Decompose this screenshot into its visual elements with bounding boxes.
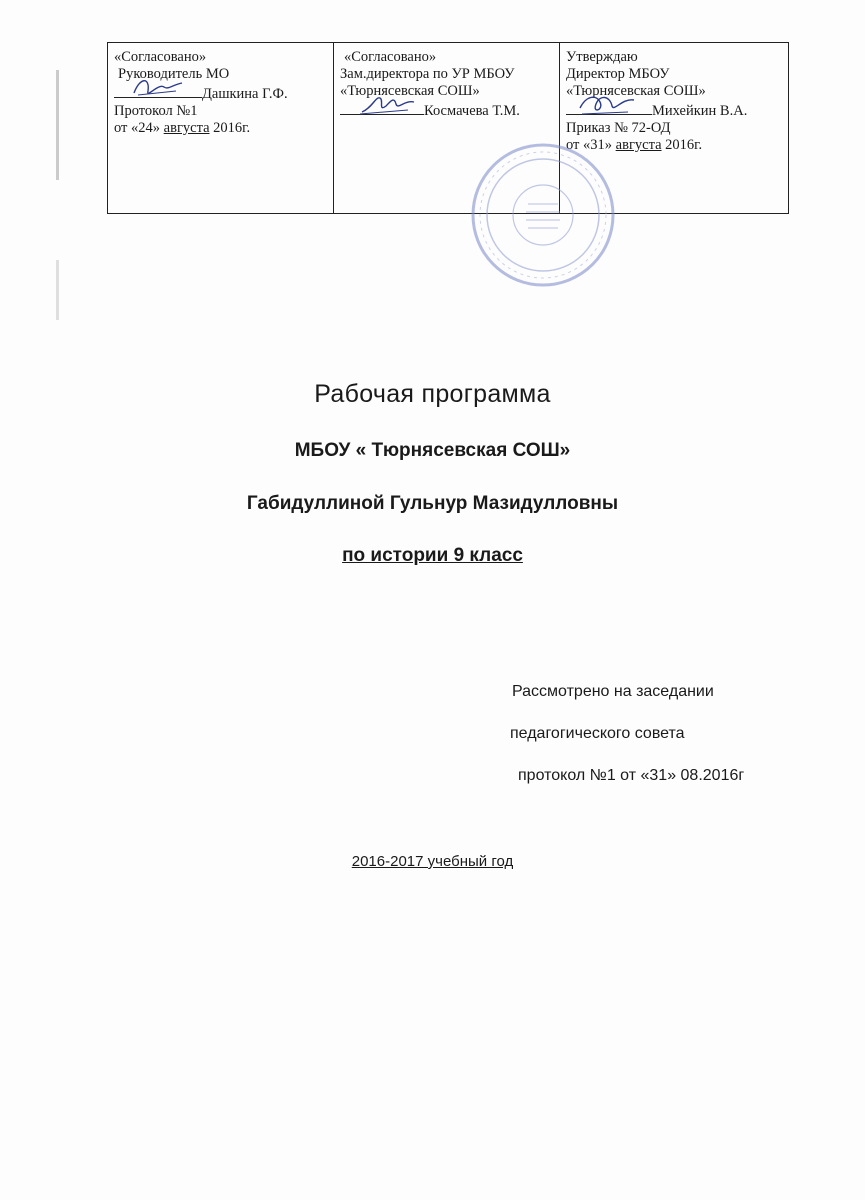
approval-position: Директор МБОУ bbox=[566, 66, 670, 82]
school-name: МБОУ « Тюрнясевская СОШ» bbox=[294, 440, 571, 461]
document-title: Рабочая программа bbox=[314, 380, 551, 408]
signature bbox=[114, 83, 202, 103]
approval-head-of-mo bbox=[108, 43, 334, 213]
signer-name: Космачева Т.М. bbox=[424, 103, 520, 119]
approvals-table bbox=[107, 42, 789, 214]
signer-name: Михейкин В.А. bbox=[652, 103, 748, 119]
handwritten-signature-icon bbox=[358, 90, 418, 118]
signature bbox=[566, 100, 652, 120]
subject-grade: по истории 9 класс bbox=[342, 545, 523, 566]
review-line: Рассмотрено на заседании bbox=[512, 683, 714, 700]
signature-line bbox=[566, 100, 782, 120]
approval-label: «Согласовано» bbox=[114, 49, 207, 65]
signature-line bbox=[340, 100, 553, 120]
teacher-name: Габидуллиной Гульнур Мазидулловны bbox=[246, 493, 619, 514]
approval-date: от «24» августа 2016г. bbox=[114, 120, 251, 136]
school-seal-icon bbox=[468, 140, 618, 290]
school-name: «Тюрнясевская СОШ» bbox=[340, 83, 480, 99]
signer-name: Дашкина Г.Ф. bbox=[202, 86, 288, 102]
order-number: Приказ № 72-ОД bbox=[566, 120, 671, 136]
handwritten-signature-icon bbox=[576, 90, 636, 118]
academic-year: 2016-2017 учебный год bbox=[351, 853, 514, 870]
review-line: педагогического совета bbox=[510, 725, 685, 742]
protocol-number: Протокол №1 bbox=[114, 103, 198, 119]
handwritten-signature-icon bbox=[128, 73, 188, 101]
review-protocol: протокол №1 от «31» 08.2016г bbox=[518, 767, 745, 784]
approval-label: Утверждаю bbox=[566, 49, 638, 65]
approval-position: Зам.директора по УР МБОУ bbox=[340, 66, 515, 82]
scan-edge-mark bbox=[56, 70, 59, 180]
signature bbox=[340, 100, 424, 120]
scan-edge-mark bbox=[56, 260, 59, 320]
signature-line bbox=[114, 83, 327, 103]
approval-position: Руководитель МО bbox=[118, 66, 230, 82]
approval-label: «Согласовано» bbox=[344, 49, 437, 65]
approval-date: от «31» августа 2016г. bbox=[566, 137, 703, 153]
school-name: «Тюрнясевская СОШ» bbox=[566, 83, 706, 99]
